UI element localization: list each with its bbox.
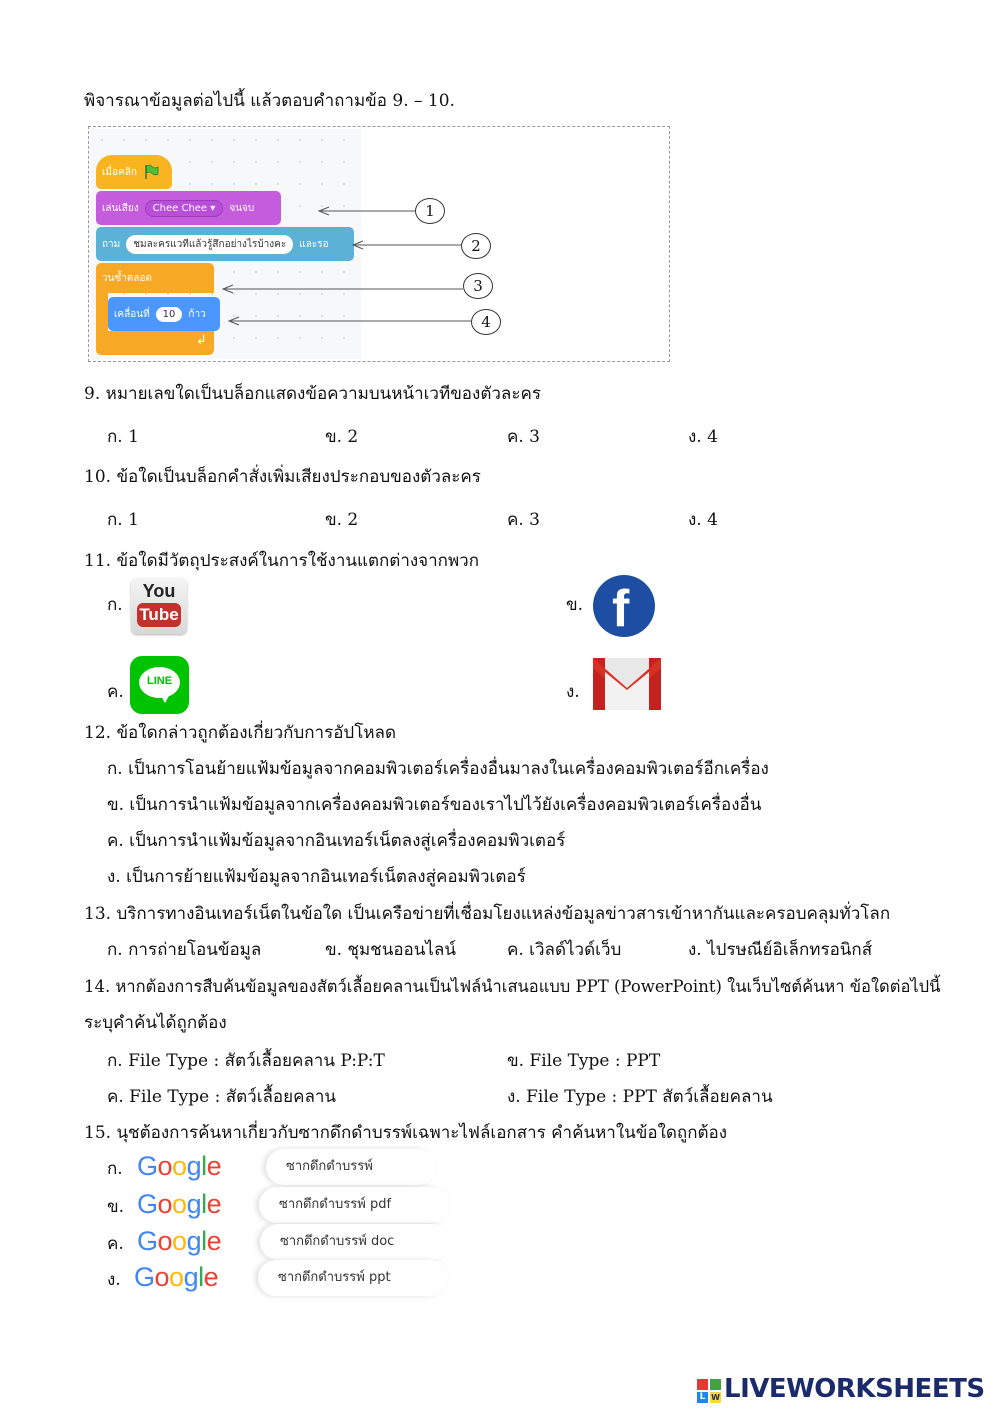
q11-label-1: ก. — [107, 595, 123, 615]
facebook-icon[interactable] — [593, 575, 655, 637]
q9-choice-2[interactable]: ข. 2 — [325, 427, 359, 447]
liveworksheets-logo-icon — [697, 1379, 721, 1403]
question-11: 11. ข้อใดมีวัตถุประสงค์ในการใช้งานแตกต่างจากพวก — [84, 551, 480, 571]
q11-label-2: ข. — [566, 595, 584, 615]
logo-letter-l: L — [697, 1392, 708, 1403]
google-logo — [137, 1189, 221, 1220]
callout-3: 3 — [463, 273, 493, 299]
sound-value: Chee Chee — [152, 202, 208, 214]
question-10: 10. ข้อใดเป็นบล็อกคำสั่งเพิ่มเสียงประกอบของตัวละคร — [84, 467, 481, 487]
youtube-you-text: You — [142, 581, 176, 601]
google-letter: e — [206, 1189, 222, 1219]
youtube-icon[interactable] — [131, 578, 187, 634]
facebook-f-text: f — [612, 580, 630, 637]
q15-label-4: ง. — [107, 1270, 121, 1290]
google-letter: o — [172, 1189, 187, 1219]
move-label: เคลื่อนที่ — [114, 308, 150, 320]
ask-label: ถาม — [102, 238, 121, 250]
callout-arrows — [89, 127, 671, 363]
q9-choice-4[interactable]: ง. 4 — [688, 427, 718, 447]
google-letter: o — [157, 1189, 173, 1219]
google-letter: e — [206, 1151, 222, 1181]
loop-arrow-icon: ↲ — [196, 333, 207, 348]
move-suffix: ก้าว — [188, 308, 206, 320]
gmail-icon[interactable] — [593, 658, 661, 710]
q14-choice-4[interactable]: ง. File Type : PPT สัตว์เลื้อยคลาน — [507, 1087, 773, 1107]
google-letter: o — [172, 1226, 187, 1256]
repeat-label: วนซ้ำตลอด — [102, 272, 152, 284]
google-letter: g — [186, 1226, 202, 1256]
q12-choice-3[interactable]: ค. เป็นการนำแฟ้มข้อมูลจากอินเทอร์เน็ตลงสู่เครื่องคอมพิวเตอร์ — [107, 831, 566, 851]
move-steps-input: 10 — [156, 307, 183, 322]
q11-label-4: ง. — [566, 682, 580, 702]
line-app-icon[interactable] — [130, 656, 189, 714]
q9-choice-1[interactable]: ก. 1 — [107, 427, 139, 447]
search-box-2[interactable]: ซากดึกดำบรรพ์ pdf — [259, 1187, 449, 1223]
q13-choice-3[interactable]: ค. เวิลด์ไวด์เว็บ — [507, 940, 622, 960]
q15-label-2: ข. — [107, 1197, 125, 1217]
intro-text: พิจารณาข้อมูลต่อไปนี้ แล้วตอบคำถามข้อ 9. – 10. — [84, 91, 455, 111]
google-letter: G — [137, 1189, 158, 1219]
line-bubble-tail — [160, 694, 170, 703]
q12-choice-4[interactable]: ง. เป็นการย้ายแฟ้มข้อมูลจากอินเทอร์เน็ตลงสู่คอมพิวเตอร์ — [107, 867, 526, 887]
google-letter: l — [201, 1226, 207, 1256]
line-text: LINE — [146, 675, 173, 687]
question-14-line-2: ระบุคำค้นได้ถูกต้อง — [84, 1013, 227, 1033]
callout-4: 4 — [471, 309, 501, 335]
scratch-code-figure — [88, 126, 670, 362]
question-9: 9. หมายเลขใดเป็นบล็อกแสดงข้อความบนหน้าเวทีของตัวละคร — [84, 384, 541, 404]
google-logo — [137, 1226, 221, 1257]
liveworksheets-brand[interactable]: LIVEWORKSHEETS — [724, 1374, 985, 1404]
q10-choice-1[interactable]: ก. 1 — [107, 510, 139, 530]
google-letter: o — [172, 1151, 187, 1181]
dropdown-caret-icon: ▾ — [210, 202, 216, 214]
google-letter: o — [157, 1151, 173, 1181]
sound-suffix: จนจบ — [229, 202, 255, 214]
search-box-4[interactable]: ซากดึกดำบรรพ์ ppt — [258, 1260, 448, 1296]
q13-choice-2[interactable]: ข. ชุมชนออนไลน์ — [325, 940, 456, 960]
google-letter: G — [137, 1151, 158, 1181]
hat-label: เมื่อคลิก — [102, 166, 137, 178]
q13-choice-4[interactable]: ง. ไปรษณีย์อิเล็กทรอนิกส์ — [688, 940, 873, 960]
search-box-1[interactable]: ซากดึกดำบรรพ์ — [266, 1149, 436, 1185]
q15-label-1: ก. — [107, 1159, 123, 1179]
google-letter: g — [186, 1151, 202, 1181]
q14-choice-2[interactable]: ข. File Type : PPT — [507, 1051, 661, 1071]
question-14-line-1: 14. หากต้องการสืบค้นข้อมูลของสัตว์เลื้อยคลานเป็นไฟล์นำเสนอแบบ PPT (PowerPoint) ในเว็บไซต์ค้นหา ข้อใดต่อไปนี้ — [84, 977, 941, 996]
google-letter: g — [186, 1189, 202, 1219]
google-letter: o — [169, 1262, 184, 1292]
google-letter: G — [137, 1226, 158, 1256]
google-letter: g — [183, 1262, 199, 1292]
search-box-3[interactable]: ซากดึกดำบรรพ์ doc — [260, 1224, 450, 1260]
sound-label: เล่นเสียง — [102, 202, 139, 214]
google-letter: e — [206, 1226, 222, 1256]
google-letter: G — [134, 1262, 155, 1292]
q10-choice-3[interactable]: ค. 3 — [507, 510, 540, 530]
ask-text-input: ชมละครแวทีแล้วรู้สึกอย่างไรบ้างคะ — [126, 235, 293, 254]
google-logo — [137, 1151, 221, 1182]
q13-choice-1[interactable]: ก. การถ่ายโอนข้อมูล — [107, 940, 262, 960]
q9-choice-3[interactable]: ค. 3 — [507, 427, 540, 447]
callout-1: 1 — [415, 198, 445, 224]
q14-choice-1[interactable]: ก. File Type : สัตว์เลื้อยคลาน P:P:T — [107, 1051, 385, 1071]
q15-label-3: ค. — [107, 1234, 124, 1254]
google-letter: o — [157, 1226, 173, 1256]
question-13: 13. บริการทางอินเทอร์เน็ตในข้อใด เป็นเครือข่ายที่เชื่อมโยงแหล่งข้อมูลข่าวสารเข้าหากันและครอบคลุมทั่วโลก — [84, 904, 891, 924]
callout-2: 2 — [461, 233, 491, 259]
google-letter: l — [201, 1189, 207, 1219]
google-letter: l — [201, 1151, 207, 1181]
google-letter: e — [203, 1262, 219, 1292]
logo-letter-w: W — [711, 1393, 720, 1402]
q12-choice-1[interactable]: ก. เป็นการโอนย้ายแฟ้มข้อมูลจากคอมพิวเตอร์เครื่องอื่นมาลงในเครื่องคอมพิวเตอร์อีกเครื่อง — [107, 759, 769, 779]
ask-suffix: และรอ — [299, 238, 329, 250]
q10-choice-2[interactable]: ข. 2 — [325, 510, 359, 530]
google-letter: l — [198, 1262, 204, 1292]
q14-choice-3[interactable]: ค. File Type : สัตว์เลื้อยคลาน — [107, 1087, 337, 1107]
google-letter: o — [154, 1262, 170, 1292]
youtube-tube-text: Tube — [137, 603, 181, 627]
google-logo — [134, 1262, 218, 1293]
question-15: 15. นุชต้องการค้นหาเกี่ยวกับซากดึกดำบรรพ์เฉพาะไฟล์เอกสาร คำค้นหาในข้อใดถูกต้อง — [84, 1123, 728, 1143]
q10-choice-4[interactable]: ง. 4 — [688, 510, 718, 530]
question-12: 12. ข้อใดกล่าวถูกต้องเกี่ยวกับการอัปโหลด — [84, 723, 397, 743]
q12-choice-2[interactable]: ข. เป็นการนำแฟ้มข้อมูลจากเครื่องคอมพิวเตอร์ของเราไปไว้ยังเครื่องคอมพิวเตอร์เครื่องอื่น — [107, 795, 762, 815]
q11-label-3: ค. — [107, 682, 124, 702]
